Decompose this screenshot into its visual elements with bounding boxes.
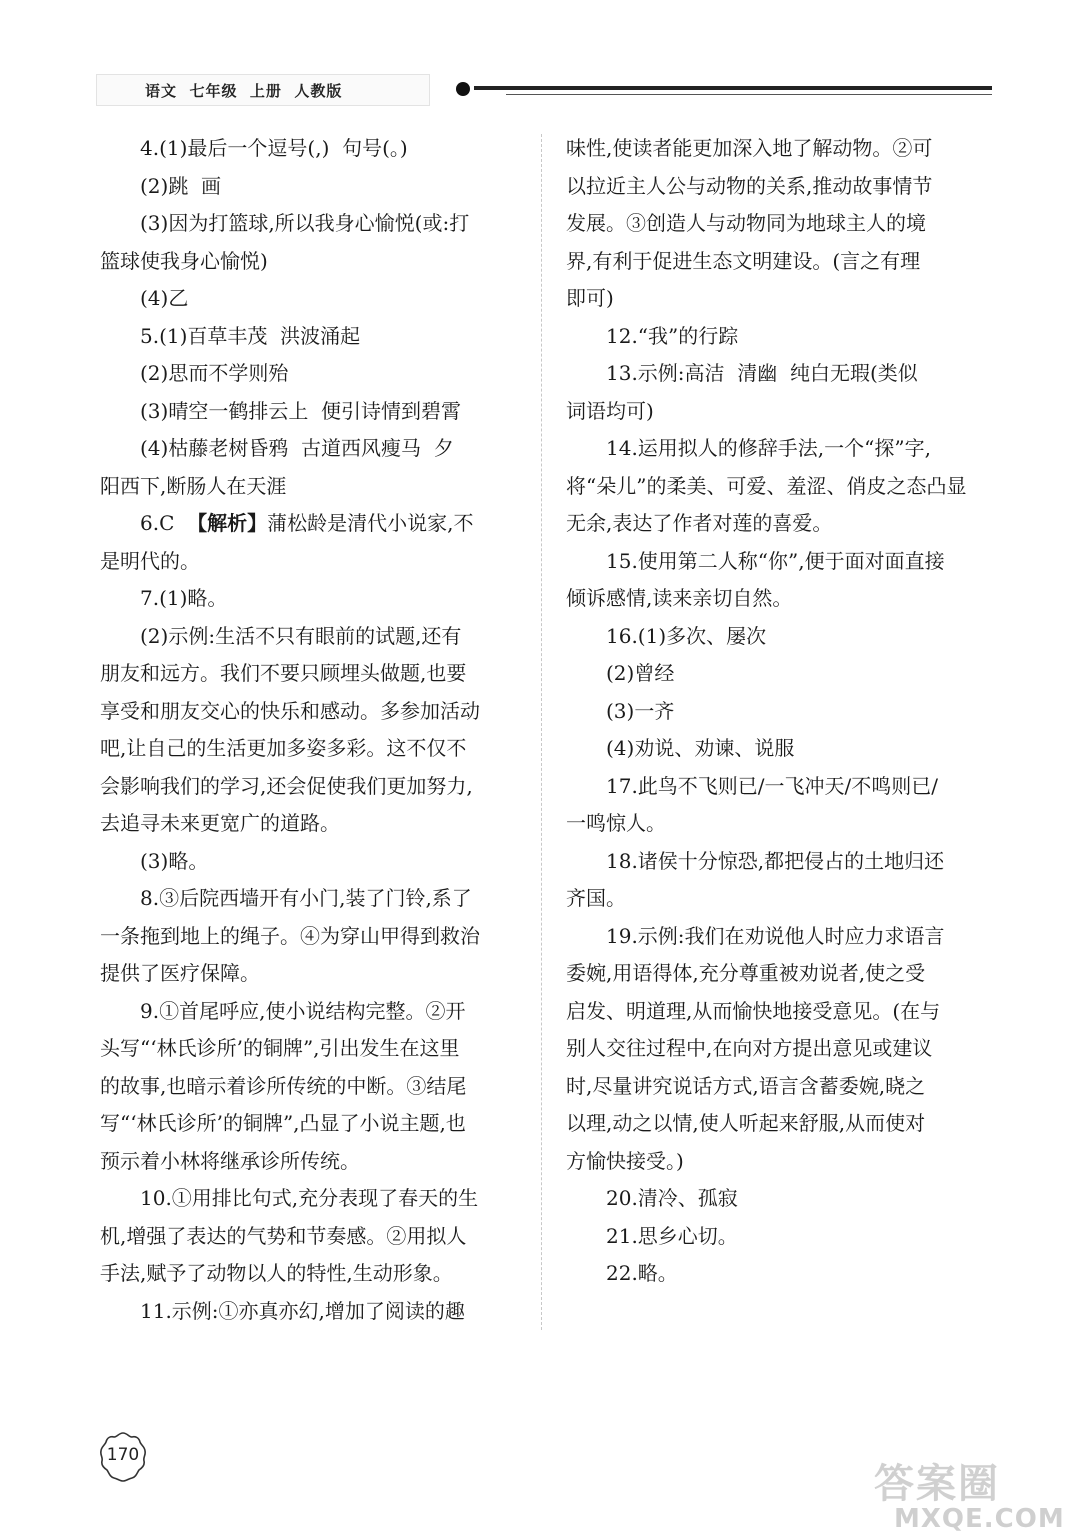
text-line: 提供了医疗保障。	[100, 961, 260, 985]
text-line: 无余,表达了作者对莲的喜爱。	[566, 511, 833, 535]
text-line: 界,有利于促进生态文明建设。(言之有理	[566, 248, 921, 273]
text-line: 一鸣惊人。	[566, 811, 666, 835]
text-line: (4)枯藤老树昏鸦 古道西风瘦马 夕	[140, 436, 454, 460]
header-dot-ornament	[456, 82, 470, 96]
text-line: 写“‘林氏诊所’的铜牌”,凸显了小说主题,也	[100, 1111, 466, 1135]
text-line: (3)晴空一鹤排云上 便引诗情到碧霄	[140, 398, 462, 423]
text-line: 头写“‘林氏诊所’的铜牌”,引出发生在这里	[100, 1036, 460, 1060]
text-line: 17.此鸟不飞则已/一飞冲天/不鸣则已/	[606, 773, 939, 798]
text-line: 朋友和远方。我们不要只顾埋头做题,也要	[100, 661, 467, 685]
text-line: 别人交往过程中,在向对方提出意见或建议	[566, 1036, 933, 1060]
text-line: 12.“我”的行踪	[606, 323, 739, 348]
text-line: 19.示例:我们在劝说他人时应力求语言	[606, 923, 945, 948]
text-line: 吧,让自己的生活更加多姿多彩。这不仅不	[100, 736, 467, 760]
text-line: 16.(1)多次、屡次	[606, 623, 767, 648]
text-line: 以理,动之以情,使人听起来舒服,从而使对	[566, 1111, 926, 1135]
text-line: 齐国。	[566, 886, 626, 910]
text-line: 11.示例:①亦真亦幻,增加了阅读的趣	[140, 1298, 465, 1323]
text-line: 14.运用拟人的修辞手法,一个“探”字,	[606, 436, 931, 460]
text-line: 机,增强了表达的气势和节奏感。②用拟人	[100, 1223, 467, 1248]
text-line: (4)乙	[140, 286, 189, 310]
text-line: 味性,使读者能更加深入地了解动物。②可	[566, 136, 933, 160]
text-line: 10.①用排比句式,充分表现了春天的生	[140, 1186, 479, 1210]
text-line: (2)跳 画	[140, 173, 222, 198]
page-number: 170	[106, 1445, 140, 1465]
text-line: 15.使用第二人称“你”,便于面对面直接	[606, 548, 945, 573]
text-line: 以拉近主人公与动物的关系,推动故事情节	[566, 173, 933, 198]
text-line: 预示着小林将继承诊所传统。	[100, 1148, 360, 1173]
text-line: 22.略。	[606, 1261, 678, 1285]
header-rule-thin	[506, 94, 992, 95]
text-line: 9.①首尾呼应,使小说结构完整。②开	[140, 998, 466, 1023]
right-text-column	[566, 130, 991, 1293]
text-line: 一条拖到地上的绳子。④为穿山甲得到救治	[100, 923, 480, 948]
text-line: 去追寻未来更宽广的道路。	[100, 811, 340, 835]
text-line: 会影响我们的学习,还会促使我们更加努力,	[100, 773, 473, 798]
header-rule-thick	[474, 86, 992, 90]
left-text-column	[100, 130, 525, 1330]
text-line: 享受和朋友交心的快乐和感动。多参加活动	[100, 698, 480, 723]
text-line: 词语均可)	[566, 398, 654, 423]
text-line: (3)略。	[140, 848, 209, 873]
text-line: 将“朵儿”的柔美、可爱、羞涩、俏皮之态凸显	[566, 473, 967, 498]
page-number-badge	[96, 1430, 150, 1484]
text-line: 18.诸侯十分惊恐,都把侵占的土地归还	[606, 848, 945, 873]
header-box	[96, 74, 430, 106]
text-line: 委婉,用语得体,充分尊重被劝说者,使之受	[566, 961, 926, 985]
text-line: 5.(1)百草丰茂 洪波涌起	[140, 323, 361, 348]
text-line: 8.③后院西墙开有小门,装了门铃,系了	[140, 886, 472, 910]
text-line: 4.(1)最后一个逗号(,) 句号(。)	[140, 136, 408, 160]
text-line: 倾诉感情,读来亲切自然。	[566, 586, 793, 610]
text-line: 是明代的。	[100, 548, 200, 573]
text-line: (2)曾经	[606, 661, 675, 685]
text-line: (3)一齐	[606, 698, 675, 723]
header-title: 语文 七年级 上册 人教版	[145, 82, 343, 100]
text-line: 篮球使我身心愉悦)	[100, 248, 268, 273]
text-line: 方愉快接受。)	[566, 1148, 684, 1173]
site-watermark	[866, 1452, 1065, 1536]
text-line: 手法,赋予了动物以人的特性,生动形象。	[100, 1261, 453, 1285]
text-line: 20.清冷、孤寂	[606, 1186, 738, 1210]
text-line: 6.C 【解析】蒲松龄是清代小说家,不	[140, 511, 474, 535]
column-divider	[541, 134, 542, 1330]
text-line: 即可)	[566, 286, 614, 310]
watermark-glyphs: 答案圈	[874, 1461, 1000, 1507]
text-line: 7.(1)略。	[140, 586, 228, 610]
analysis-marker: 【解析】	[187, 511, 268, 535]
text-line: (2)示例:生活不只有眼前的试题,还有	[140, 623, 462, 648]
text-line: 21.思乡心切。	[606, 1223, 738, 1248]
text-line: 的故事,也暗示着诊所传统的中断。③结尾	[100, 1073, 467, 1098]
text-line: 发展。③创造人与动物同为地球主人的境	[566, 211, 926, 235]
watermark-url: MXQE.COM	[894, 1504, 1065, 1534]
text-line: (4)劝说、劝谏、说服	[606, 736, 795, 760]
text-line: 阳西下,断肠人在天涯	[100, 473, 287, 498]
text-line: (3)因为打篮球,所以我身心愉悦(或:打	[140, 211, 470, 235]
text-line: 启发、明道理,从而愉快地接受意见。(在与	[566, 998, 941, 1023]
text-line: 时,尽量讲究说话方式,语言含蓄委婉,晓之	[566, 1073, 926, 1098]
text-line: (2)思而不学则殆	[140, 361, 289, 385]
running-header	[96, 74, 996, 108]
text-line: 13.示例:高洁 清幽 纯白无瑕(类似	[606, 361, 918, 385]
